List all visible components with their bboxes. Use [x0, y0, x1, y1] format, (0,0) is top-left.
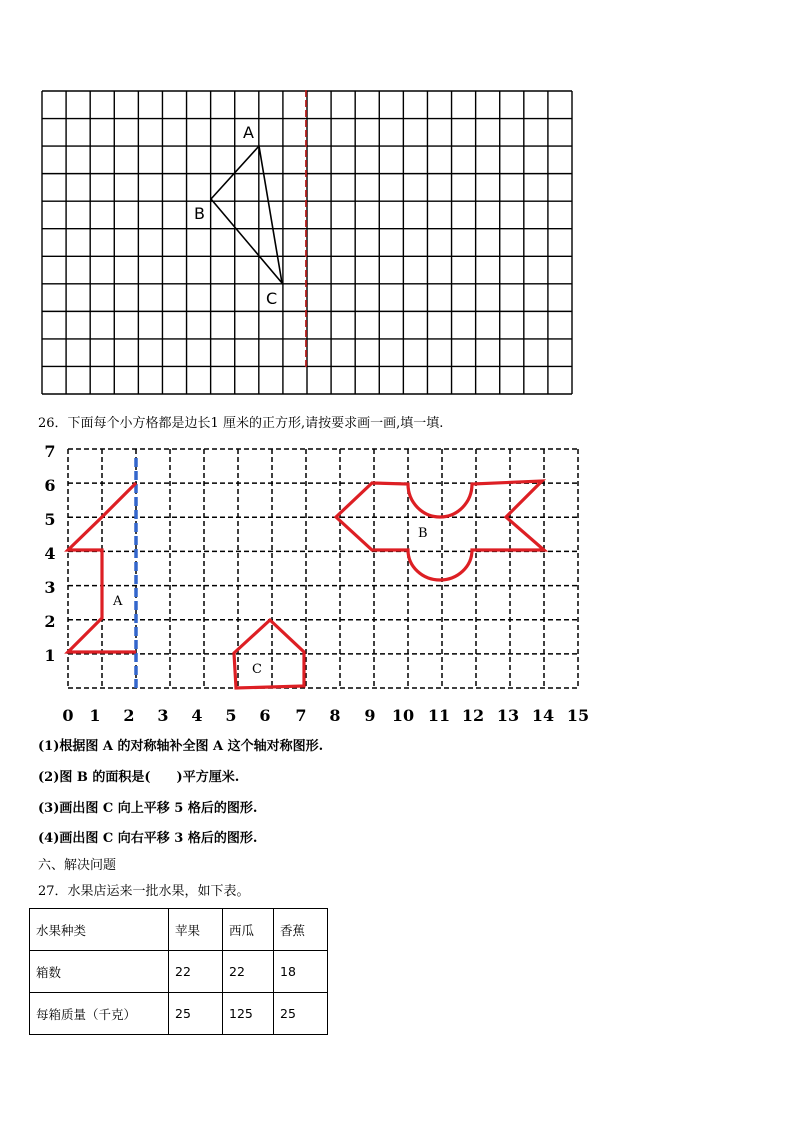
table-row [30, 951, 328, 993]
y-tick-5: 5 [44, 510, 56, 529]
dashed-grid [68, 449, 578, 688]
coordinate-grid-figure [0, 440, 794, 730]
vertex-label-a: A [243, 123, 254, 142]
section-6-title: 六、解决问题 [38, 858, 117, 873]
table-header-row [30, 909, 328, 951]
x-tick-14: 14 [531, 706, 555, 725]
table-row [30, 993, 328, 1035]
shape-b-label: B [418, 526, 428, 541]
shape-a-label: A [113, 594, 123, 609]
x-tick-2: 2 [123, 706, 135, 725]
y-tick-7: 7 [44, 442, 56, 461]
q27-title: 27．水果店运来一批水果，如下表。 [38, 884, 250, 899]
square-grid [42, 91, 572, 394]
y-tick-1: 1 [44, 646, 56, 665]
table-header-cell: 西瓜 [223, 909, 274, 951]
table-cell: 18 [274, 951, 328, 993]
table-cell: 22 [223, 951, 274, 993]
x-tick-5: 5 [225, 706, 237, 725]
shape-b [336, 481, 544, 580]
vertex-label-c: C [266, 289, 278, 308]
x-tick-12: 12 [461, 706, 485, 725]
x-tick-11: 11 [427, 706, 451, 725]
q26-title: 26．下面每个小方格都是边长1 厘米的正方形,请按要求画一画,填一填. [38, 416, 444, 431]
x-tick-6: 6 [259, 706, 271, 725]
table-cell: 每箱质量（千克） [30, 993, 169, 1035]
y-tick-2: 2 [44, 612, 56, 631]
x-tick-1: 1 [89, 706, 101, 725]
q26-sub3: (3)画出图 C 向上平移 5 格后的图形. [38, 801, 258, 816]
y-tick-4: 4 [44, 544, 56, 563]
y-tick-6: 6 [44, 476, 56, 495]
table-cell: 箱数 [30, 951, 169, 993]
x-tick-9: 9 [364, 706, 376, 725]
table-cell: 22 [169, 951, 223, 993]
x-tick-7: 7 [295, 706, 307, 725]
table-cell: 25 [274, 993, 328, 1035]
table-cell: 25 [169, 993, 223, 1035]
x-tick-0: 0 [62, 706, 74, 725]
q26-sub2: (2)图 B 的面积是( )平方厘米. [38, 770, 240, 785]
table-header-cell: 香蕉 [274, 909, 328, 951]
x-tick-4: 4 [191, 706, 203, 725]
table-header-cell: 水果种类 [30, 909, 169, 951]
x-tick-15: 15 [566, 706, 590, 725]
y-tick-3: 3 [44, 578, 56, 597]
triangle-grid-figure [0, 0, 794, 400]
triangle-abc [211, 146, 282, 283]
q26-sub1: (1)根据图 A 的对称轴补全图 A 这个轴对称图形. [38, 739, 324, 754]
table-cell: 125 [223, 993, 274, 1035]
x-tick-8: 8 [329, 706, 341, 725]
x-tick-3: 3 [157, 706, 169, 725]
x-tick-13: 13 [496, 706, 520, 725]
table-header-cell: 苹果 [169, 909, 223, 951]
q26-sub4: (4)画出图 C 向右平移 3 格后的图形. [38, 831, 258, 846]
fruit-table [29, 908, 328, 1035]
shape-c-label: C [252, 662, 262, 677]
vertex-label-b: B [194, 204, 205, 223]
x-tick-10: 10 [391, 706, 415, 725]
